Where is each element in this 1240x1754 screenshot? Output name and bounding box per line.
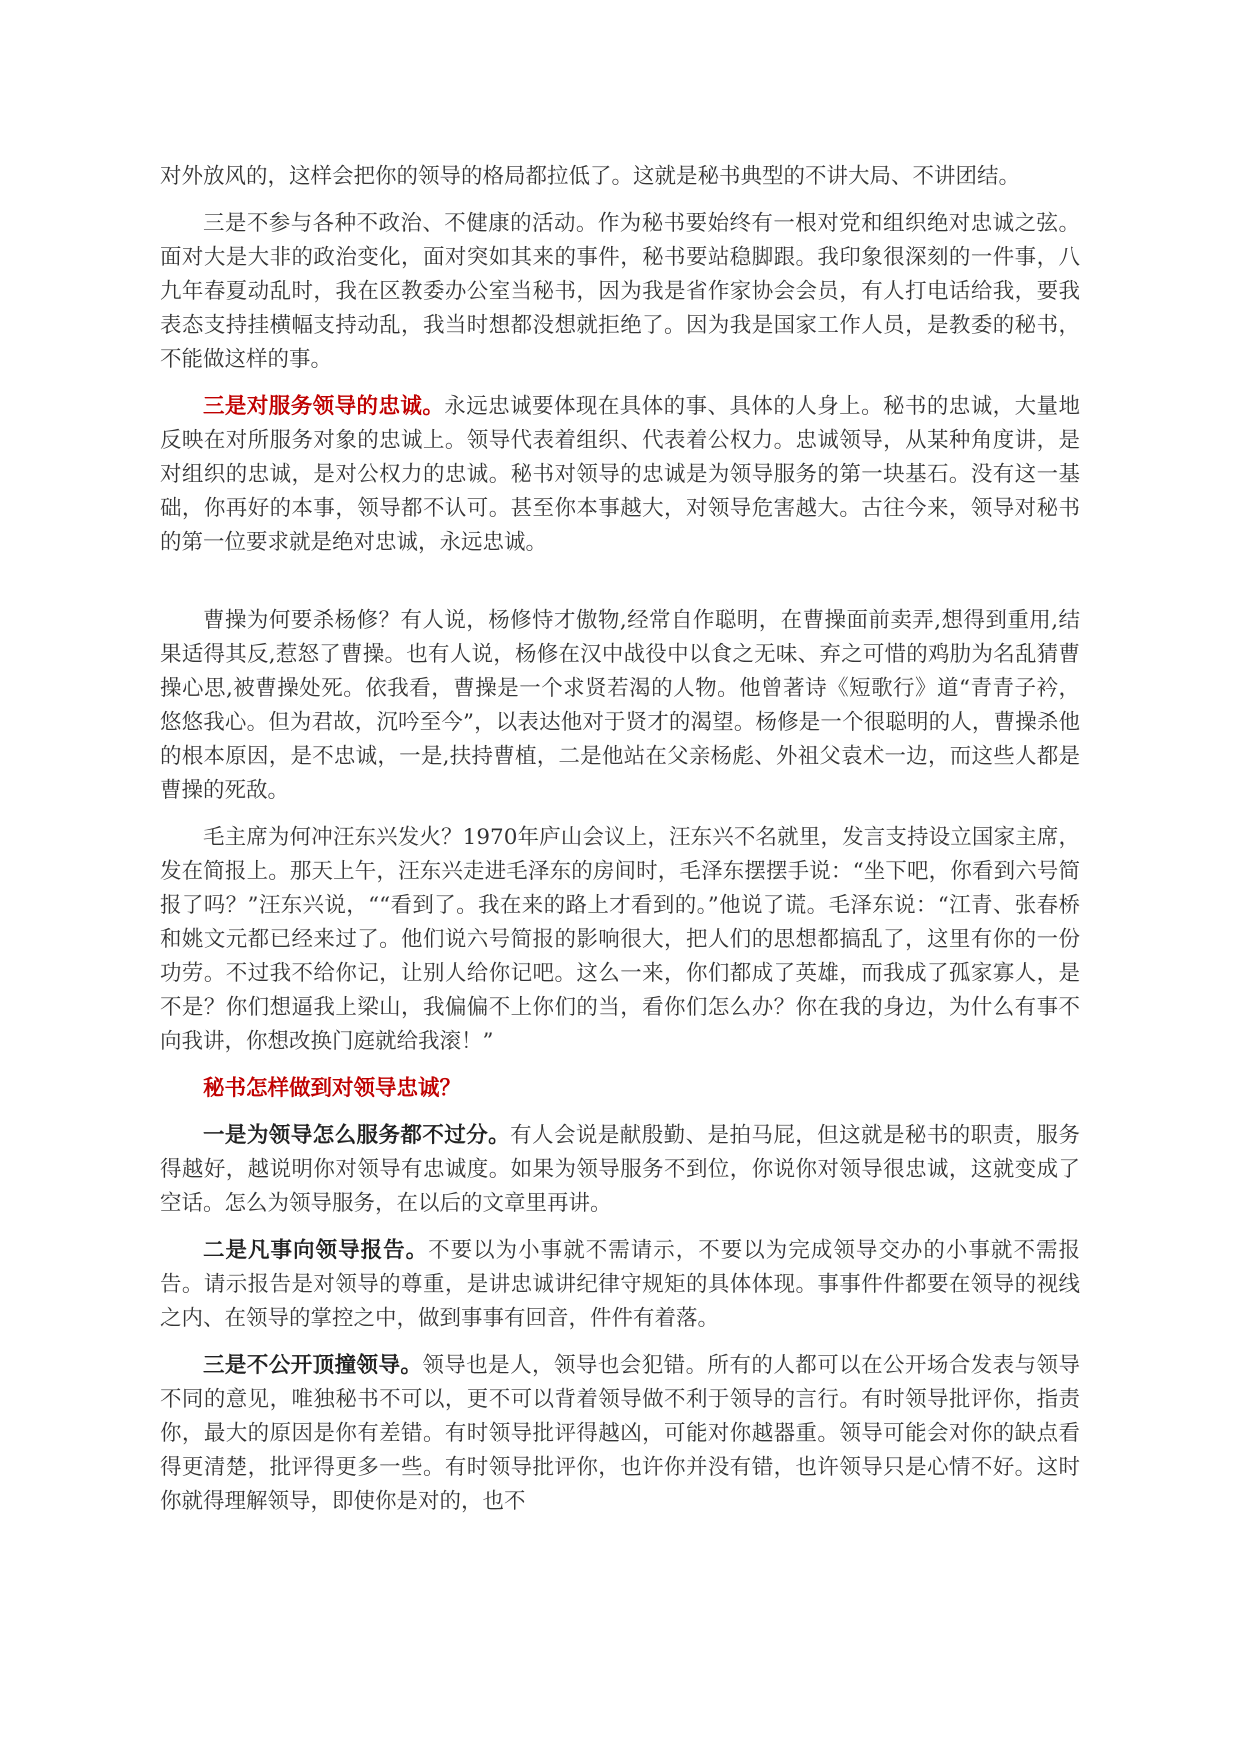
paragraph-not-participate: [160, 207, 1080, 377]
paragraph-mao-wang: [160, 821, 1080, 1059]
paragraph-text: 对外放风的，这样会把你的领导的格局都拉低了。这就是秘书典型的不讲大局、不讲团结。: [160, 164, 1021, 189]
paragraph-text: 永远忠诚要体现在具体的事、具体的人身上。秘书的忠诚，大量地反映在对所服务对象的忠诚上。领导代表着组织、代表着公权力。忠诚领导，从某种角度讲，是对组织的忠诚，是对公权力的忠诚。秘书对领导的忠诚是为领导服务的第一块基石。没有这一基础，你再好的本事，领导都不认可。甚至你本事越大，对领导危害越大。古往今来，领导对秘书的第一位要求就是绝对忠诚，永远忠诚。: [160, 394, 1080, 555]
paragraph-text: 三是不参与各种不政治、不健康的活动。作为秘书要始终有一根对党和组织绝对忠诚之弦。面对大是大非的政治变化，面对突如其来的事件，秘书要站稳脚跟。我印象很深刻的一件事，八九年春夏动乱时，我在区教委办公室当秘书，因为我是省作家协会会员，有人打电话给我，要我表态支持挂横幅支持动乱，我当时想都没想就拒绝了。因为我是国家工作人员，是教委的秘书，不能做这样的事。: [160, 211, 1080, 372]
paragraph-point-two: [160, 1234, 1080, 1336]
paragraph-text: 曹操为何要杀杨修？有人说，杨修恃才傲物,经常自作聪明，在曹操面前卖弄,想得到重用,结果适得其反,惹怒了曹操。也有人说，杨修在汉中战役中以食之无味、弃之可惜的鸡肋为名乱猜曹操心思,被曹操处死。依我看，曹操是一个求贤若渴的人物。他曾著诗《短歌行》道“青青子衿，悠悠我心。但为君故，沉吟至今”，以表达他对于贤才的渴望。杨修是一个很聪明的人，曹操杀他的根本原因，是不忠诚，一是,扶持曹植，二是他站在父亲杨彪、外祖父袁术一边，而这些人都是曹操的死敌。: [160, 608, 1080, 803]
paragraph-lead-bold: 二是凡事向领导报告。: [203, 1238, 429, 1263]
document-page: [160, 160, 1080, 1532]
paragraph-lead-bold: 三是不公开顶撞领导。: [203, 1353, 423, 1378]
paragraph-cao-cao: [160, 604, 1080, 808]
paragraph-text: 不要以为小事就不需请示，不要以为完成领导交办的小事就不需报告。请示报告是对领导的尊重，是讲忠诚讲纪律守规矩的具体体现。事事件件都要在领导的视线之内、在领导的掌控之中，做到事事有回音，件件有着落。: [160, 1238, 1080, 1331]
paragraph-text: 领导也是人，领导也会犯错。所有的人都可以在公开场合发表与领导不同的意见，唯独秘书不可以，更不可以背着领导做不利于领导的言行。有时领导批评你，指责你，最大的原因是你有差错。有时领导批评得越凶，可能对你越器重。领导可能会对你的缺点看得更清楚，批评得更多一些。有时领导批评你，也许你并没有错，也许领导只是心情不好。这时你就得理解领导，即使你是对的，也不: [160, 1353, 1080, 1514]
paragraph-lead-red: 三是对服务领导的忠诚。: [203, 394, 445, 419]
paragraph-lead-bold: 一是为领导怎么服务都不过分。: [203, 1123, 511, 1148]
paragraph-point-three: [160, 1349, 1080, 1519]
paragraph-point-one: [160, 1119, 1080, 1221]
section-heading: 秘书怎样做到对领导忠诚？: [203, 1076, 462, 1101]
paragraph-text: 毛主席为何冲汪东兴发火？1970年庐山会议上，汪东兴不名就里，发言支持设立国家主席，发在简报上。那天上午，汪东兴走进毛泽东的房间时，毛泽东摆摆手说：“坐下吧，你看到六号简报了吗？”汪东兴说，““看到了。我在来的路上才看到的。”他说了谎。毛泽东说：“江青、张春桥和姚文元都已经来过了。他们说六号简报的影响很大，把人们的思想都搞乱了，这里有你的一份功劳。不过我不给你记，让别人给你记吧。这么一来，你们都成了英雄，而我成了孤家寡人，是不是？你们想逼我上梁山，我偏偏不上你们的当，看你们怎么办？你在我的身边，为什么有事不向我讲，你想改换门庭就给我滚！”: [160, 825, 1080, 1054]
paragraph-continuation: [160, 160, 1080, 194]
paragraph-loyalty-to-leader: [160, 390, 1080, 560]
paragraph-text: 有人会说是献殷勤、是拍马屁，但这就是秘书的职责，服务得越好，越说明你对领导有忠诚度。如果为领导服务不到位，你说你对领导很忠诚，这就变成了空话。怎么为领导服务，在以后的文章里再讲。: [160, 1123, 1080, 1216]
